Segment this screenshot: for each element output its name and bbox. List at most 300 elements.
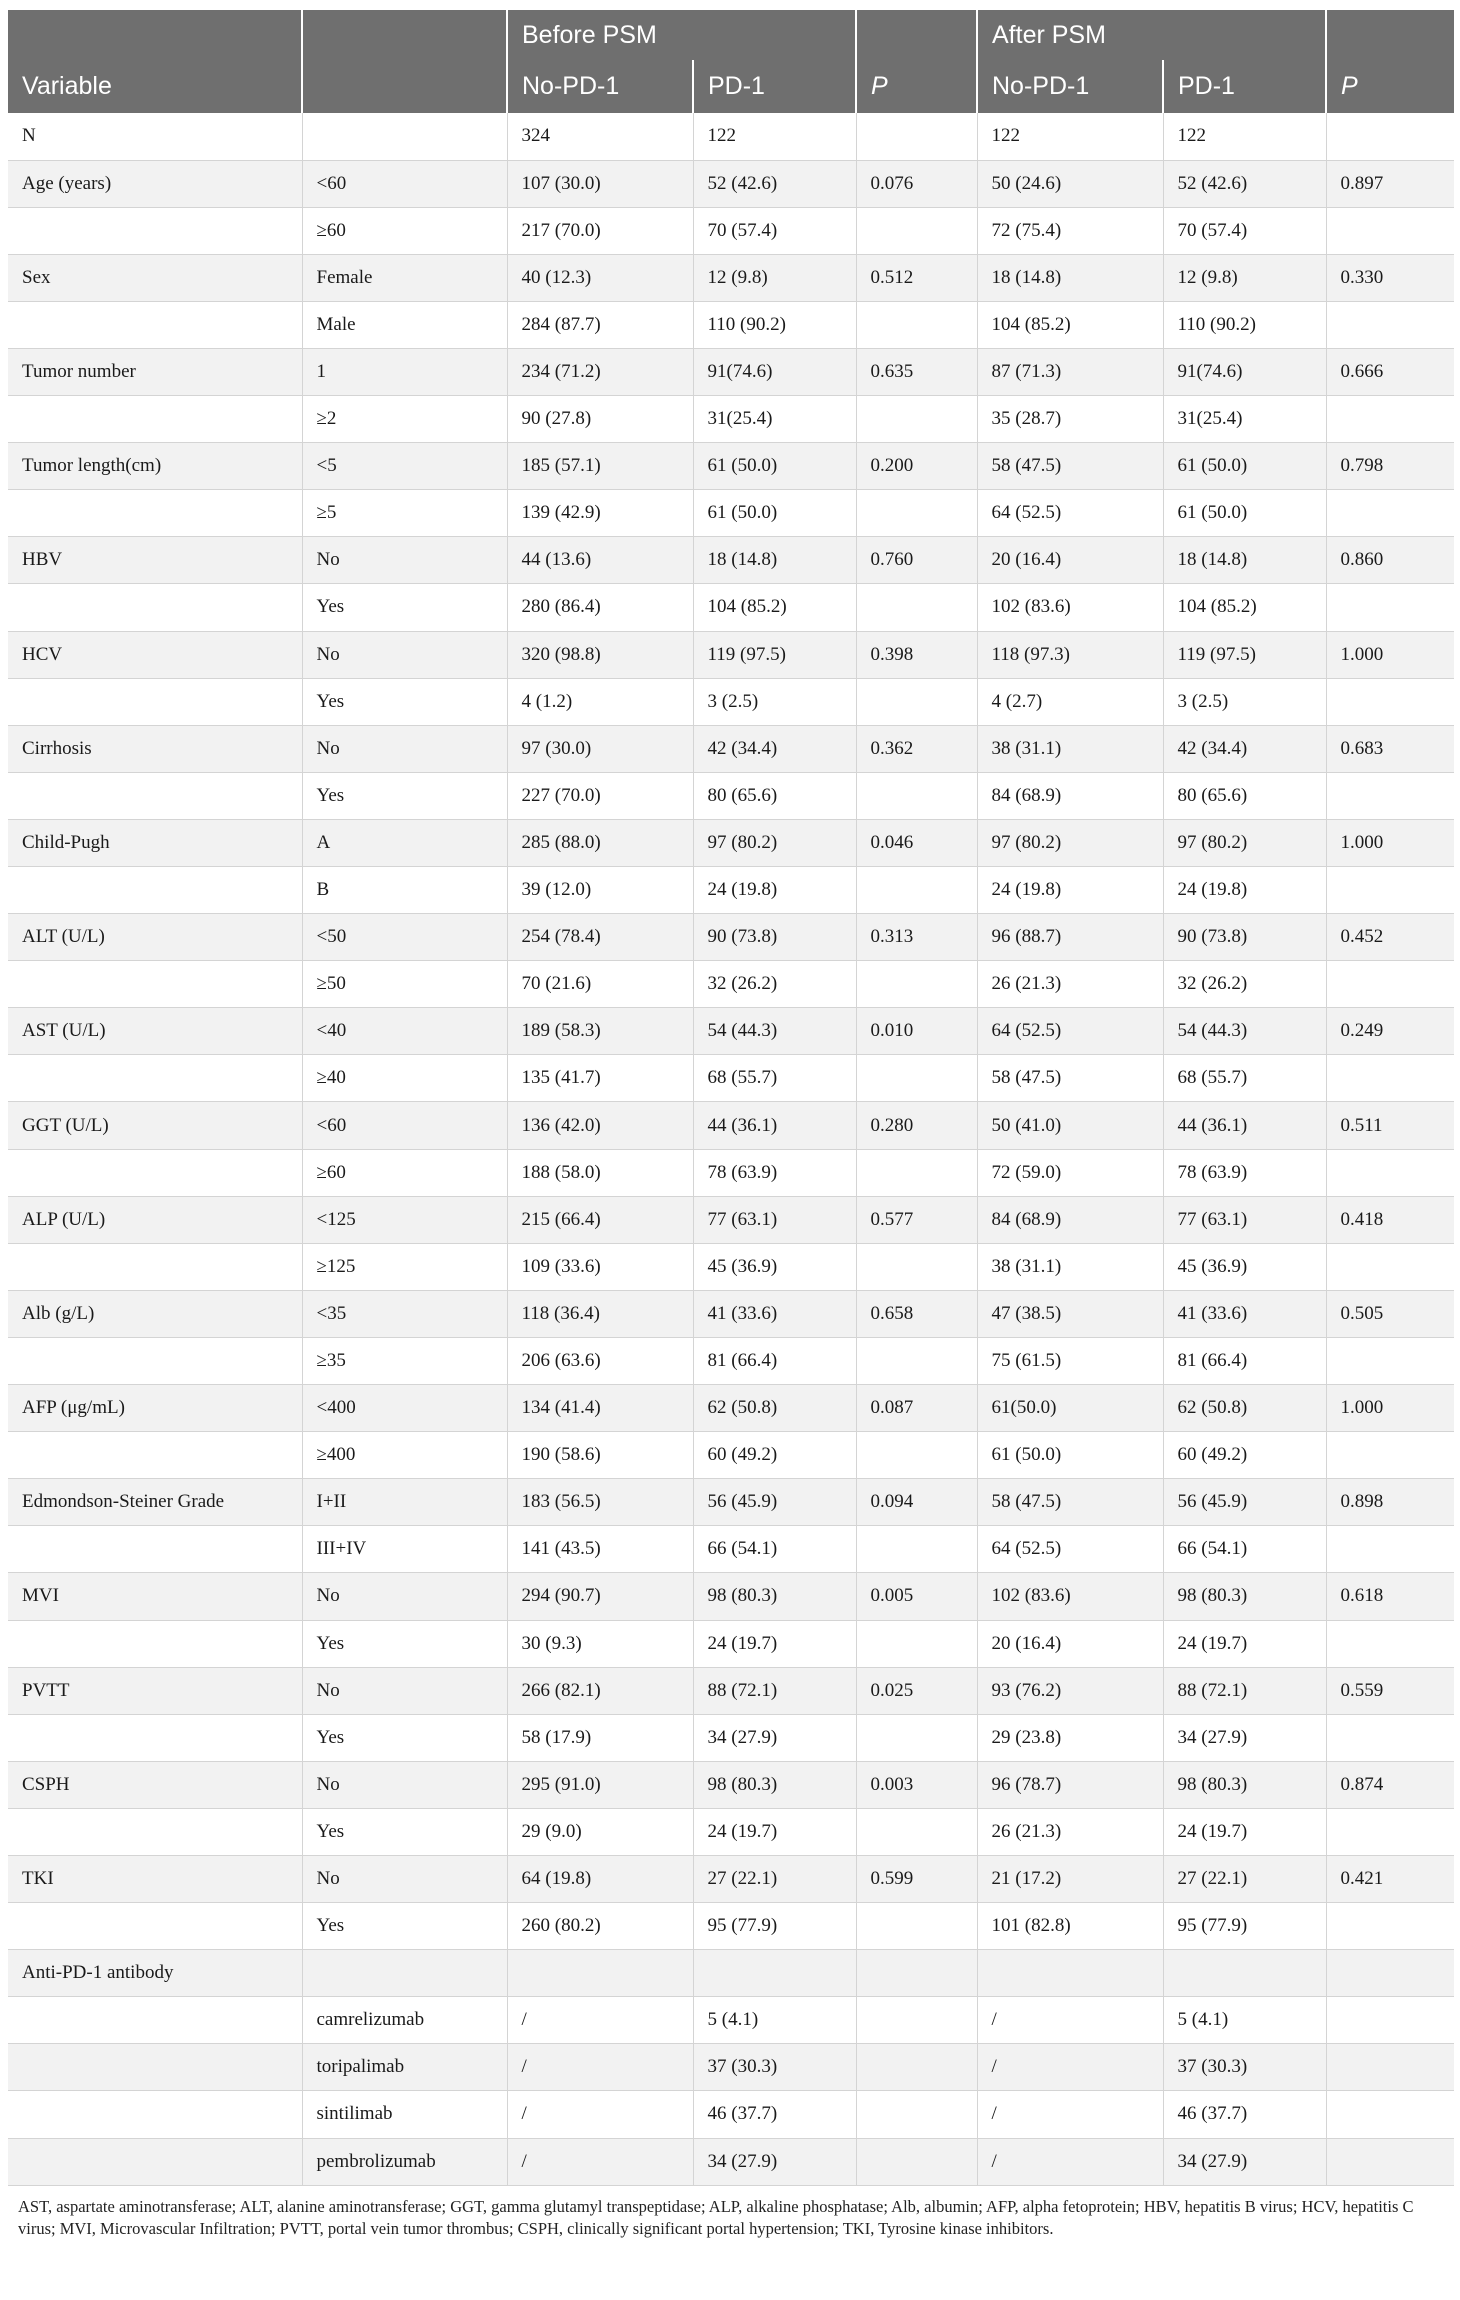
pd1-before-cell: 34 (27.9): [693, 1714, 856, 1761]
no-pd1-after-cell: 102 (83.6): [977, 1573, 1163, 1620]
category-cell: ≥60: [302, 207, 507, 254]
p-before-cell: 0.094: [856, 1479, 977, 1526]
no-pd1-before-cell: 189 (58.3): [507, 1008, 693, 1055]
p-before-cell: [856, 867, 977, 914]
p-before-cell: 0.003: [856, 1761, 977, 1808]
category-cell: <35: [302, 1290, 507, 1337]
p-before-cell: 0.398: [856, 631, 977, 678]
category-cell: Yes: [302, 772, 507, 819]
p-after-cell: [1326, 772, 1454, 819]
p-after-cell: [1326, 2091, 1454, 2138]
no-pd1-before-cell: 135 (41.7): [507, 1055, 693, 1102]
table-row: [8, 301, 1454, 348]
pd1-before-cell: 77 (63.1): [693, 1196, 856, 1243]
table-row: [8, 584, 1454, 631]
no-pd1-after-cell: 21 (17.2): [977, 1855, 1163, 1902]
p-after-cell: [1326, 961, 1454, 1008]
pd1-after-cell: 95 (77.9): [1163, 1903, 1326, 1950]
table-row: [8, 1290, 1454, 1337]
pd1-after-cell: 98 (80.3): [1163, 1573, 1326, 1620]
header-category: [302, 60, 507, 113]
pd1-before-cell: 45 (36.9): [693, 1243, 856, 1290]
p-after-cell: [1326, 396, 1454, 443]
pd1-after-cell: 90 (73.8): [1163, 914, 1326, 961]
variable-cell: [8, 678, 302, 725]
pd1-after-cell: 104 (85.2): [1163, 584, 1326, 631]
category-cell: No: [302, 537, 507, 584]
pd1-after-cell: 70 (57.4): [1163, 207, 1326, 254]
no-pd1-after-cell: 93 (76.2): [977, 1667, 1163, 1714]
table-body: [8, 113, 1454, 2185]
variable-cell: CSPH: [8, 1761, 302, 1808]
pd1-before-cell: 34 (27.9): [693, 2138, 856, 2185]
no-pd1-before-cell: 107 (30.0): [507, 160, 693, 207]
category-cell: [302, 1950, 507, 1997]
category-cell: <5: [302, 443, 507, 490]
p-before-cell: [856, 490, 977, 537]
no-pd1-before-cell: 206 (63.6): [507, 1337, 693, 1384]
p-after-cell: [1326, 1808, 1454, 1855]
pd1-before-cell: 3 (2.5): [693, 678, 856, 725]
no-pd1-after-cell: 24 (19.8): [977, 867, 1163, 914]
no-pd1-after-cell: 87 (71.3): [977, 348, 1163, 395]
p-after-cell: 0.559: [1326, 1667, 1454, 1714]
pd1-after-cell: 110 (90.2): [1163, 301, 1326, 348]
no-pd1-after-cell: 75 (61.5): [977, 1337, 1163, 1384]
no-pd1-after-cell: 58 (47.5): [977, 443, 1163, 490]
no-pd1-before-cell: 254 (78.4): [507, 914, 693, 961]
no-pd1-before-cell: 90 (27.8): [507, 396, 693, 443]
table-container: [8, 10, 1454, 2240]
p-before-cell: 0.010: [856, 1008, 977, 1055]
table-row: [8, 2091, 1454, 2138]
header-p-before: P: [856, 60, 977, 113]
p-before-cell: 0.025: [856, 1667, 977, 1714]
pd1-after-cell: [1163, 1950, 1326, 1997]
no-pd1-before-cell: 324: [507, 113, 693, 160]
p-after-cell: [1326, 490, 1454, 537]
p-after-cell: 0.505: [1326, 1290, 1454, 1337]
no-pd1-before-cell: 44 (13.6): [507, 537, 693, 584]
pd1-before-cell: 24 (19.7): [693, 1620, 856, 1667]
table-row: [8, 1008, 1454, 1055]
pd1-before-cell: 104 (85.2): [693, 584, 856, 631]
p-before-cell: [856, 2044, 977, 2091]
table-row: [8, 1667, 1454, 1714]
pd1-after-cell: 24 (19.7): [1163, 1808, 1326, 1855]
pd1-before-cell: 122: [693, 113, 856, 160]
variable-cell: Sex: [8, 254, 302, 301]
variable-cell: [8, 772, 302, 819]
table-row: [8, 1337, 1454, 1384]
p-after-cell: 0.666: [1326, 348, 1454, 395]
pd1-before-cell: 42 (34.4): [693, 725, 856, 772]
no-pd1-before-cell: 284 (87.7): [507, 301, 693, 348]
no-pd1-after-cell: [977, 1950, 1163, 1997]
pd1-before-cell: 46 (37.7): [693, 2091, 856, 2138]
variable-cell: AST (U/L): [8, 1008, 302, 1055]
table-row: [8, 537, 1454, 584]
p-after-cell: [1326, 1620, 1454, 1667]
no-pd1-before-cell: 295 (91.0): [507, 1761, 693, 1808]
header-group-empty: [1326, 10, 1454, 60]
p-before-cell: 0.362: [856, 725, 977, 772]
variable-cell: [8, 396, 302, 443]
pd1-before-cell: 88 (72.1): [693, 1667, 856, 1714]
table-row: [8, 207, 1454, 254]
pd1-before-cell: 24 (19.8): [693, 867, 856, 914]
no-pd1-before-cell: 40 (12.3): [507, 254, 693, 301]
pd1-after-cell: 5 (4.1): [1163, 1997, 1326, 2044]
baseline-characteristics-table: [8, 10, 1454, 2186]
variable-cell: [8, 2138, 302, 2185]
pd1-after-cell: 32 (26.2): [1163, 961, 1326, 1008]
category-cell: No: [302, 1573, 507, 1620]
no-pd1-after-cell: 58 (47.5): [977, 1055, 1163, 1102]
table-row: [8, 2138, 1454, 2185]
no-pd1-after-cell: 50 (41.0): [977, 1102, 1163, 1149]
category-cell: sintilimab: [302, 2091, 507, 2138]
header-group-row: [8, 10, 1454, 60]
table-row: [8, 1385, 1454, 1432]
pd1-after-cell: 88 (72.1): [1163, 1667, 1326, 1714]
category-cell: A: [302, 819, 507, 866]
table-row: [8, 914, 1454, 961]
variable-cell: [8, 1243, 302, 1290]
table-row: [8, 1055, 1454, 1102]
variable-cell: [8, 207, 302, 254]
pd1-before-cell: 56 (45.9): [693, 1479, 856, 1526]
category-cell: ≥40: [302, 1055, 507, 1102]
pd1-after-cell: 31(25.4): [1163, 396, 1326, 443]
pd1-after-cell: 34 (27.9): [1163, 1714, 1326, 1761]
no-pd1-after-cell: 122: [977, 113, 1163, 160]
no-pd1-after-cell: 64 (52.5): [977, 1526, 1163, 1573]
no-pd1-after-cell: 20 (16.4): [977, 1620, 1163, 1667]
no-pd1-before-cell: 217 (70.0): [507, 207, 693, 254]
header-no-pd1-before: No-PD-1: [507, 60, 693, 113]
p-after-cell: 0.418: [1326, 1196, 1454, 1243]
table-row: [8, 867, 1454, 914]
pd1-after-cell: 24 (19.7): [1163, 1620, 1326, 1667]
p-after-cell: [1326, 2044, 1454, 2091]
p-after-cell: [1326, 1903, 1454, 1950]
table-row: [8, 1855, 1454, 1902]
p-before-cell: [856, 1620, 977, 1667]
no-pd1-after-cell: 38 (31.1): [977, 1243, 1163, 1290]
pd1-before-cell: 90 (73.8): [693, 914, 856, 961]
variable-cell: ALP (U/L): [8, 1196, 302, 1243]
table-row: [8, 396, 1454, 443]
pd1-after-cell: 52 (42.6): [1163, 160, 1326, 207]
header-no-pd1-after: No-PD-1: [977, 60, 1163, 113]
no-pd1-after-cell: 104 (85.2): [977, 301, 1163, 348]
pd1-after-cell: 46 (37.7): [1163, 2091, 1326, 2138]
no-pd1-before-cell: 39 (12.0): [507, 867, 693, 914]
p-after-cell: [1326, 207, 1454, 254]
no-pd1-after-cell: 38 (31.1): [977, 725, 1163, 772]
table-row: [8, 1196, 1454, 1243]
header-group-empty: [302, 10, 507, 60]
pd1-before-cell: 37 (30.3): [693, 2044, 856, 2091]
table-row: [8, 443, 1454, 490]
category-cell: Yes: [302, 1808, 507, 1855]
variable-cell: HBV: [8, 537, 302, 584]
pd1-before-cell: 97 (80.2): [693, 819, 856, 866]
p-before-cell: 0.076: [856, 160, 977, 207]
table-row: [8, 1714, 1454, 1761]
table-row: [8, 1526, 1454, 1573]
pd1-after-cell: 98 (80.3): [1163, 1761, 1326, 1808]
pd1-after-cell: 80 (65.6): [1163, 772, 1326, 819]
p-after-cell: 0.798: [1326, 443, 1454, 490]
variable-cell: Anti-PD-1 antibody: [8, 1950, 302, 1997]
p-after-cell: [1326, 2138, 1454, 2185]
pd1-after-cell: 44 (36.1): [1163, 1102, 1326, 1149]
table-row: [8, 961, 1454, 1008]
pd1-after-cell: 97 (80.2): [1163, 819, 1326, 866]
category-cell: [302, 113, 507, 160]
p-after-cell: [1326, 1337, 1454, 1384]
p-after-cell: 0.860: [1326, 537, 1454, 584]
pd1-before-cell: 66 (54.1): [693, 1526, 856, 1573]
no-pd1-after-cell: 97 (80.2): [977, 819, 1163, 866]
no-pd1-before-cell: 215 (66.4): [507, 1196, 693, 1243]
no-pd1-before-cell: 64 (19.8): [507, 1855, 693, 1902]
no-pd1-after-cell: 18 (14.8): [977, 254, 1163, 301]
header-pd1-before: PD-1: [693, 60, 856, 113]
header-column-row: [8, 60, 1454, 113]
p-before-cell: 0.005: [856, 1573, 977, 1620]
no-pd1-before-cell: 97 (30.0): [507, 725, 693, 772]
no-pd1-before-cell: 185 (57.1): [507, 443, 693, 490]
no-pd1-before-cell: /: [507, 2044, 693, 2091]
p-after-cell: 0.249: [1326, 1008, 1454, 1055]
table-row: [8, 1808, 1454, 1855]
table-row: [8, 725, 1454, 772]
category-cell: Yes: [302, 678, 507, 725]
variable-cell: [8, 584, 302, 631]
table-row: [8, 1620, 1454, 1667]
pd1-before-cell: 24 (19.7): [693, 1808, 856, 1855]
category-cell: ≥60: [302, 1149, 507, 1196]
no-pd1-after-cell: 61 (50.0): [977, 1432, 1163, 1479]
no-pd1-before-cell: 320 (98.8): [507, 631, 693, 678]
variable-cell: Child-Pugh: [8, 819, 302, 866]
pd1-before-cell: 68 (55.7): [693, 1055, 856, 1102]
pd1-before-cell: 80 (65.6): [693, 772, 856, 819]
p-before-cell: 0.577: [856, 1196, 977, 1243]
pd1-before-cell: 27 (22.1): [693, 1855, 856, 1902]
variable-cell: [8, 961, 302, 1008]
category-cell: <50: [302, 914, 507, 961]
variable-cell: [8, 1432, 302, 1479]
no-pd1-before-cell: 190 (58.6): [507, 1432, 693, 1479]
p-after-cell: 0.452: [1326, 914, 1454, 961]
no-pd1-after-cell: /: [977, 2138, 1163, 2185]
pd1-after-cell: 18 (14.8): [1163, 537, 1326, 584]
p-after-cell: [1326, 301, 1454, 348]
table-row: [8, 160, 1454, 207]
no-pd1-after-cell: 47 (38.5): [977, 1290, 1163, 1337]
no-pd1-before-cell: /: [507, 2091, 693, 2138]
category-cell: I+II: [302, 1479, 507, 1526]
category-cell: III+IV: [302, 1526, 507, 1573]
p-before-cell: [856, 396, 977, 443]
pd1-after-cell: 24 (19.8): [1163, 867, 1326, 914]
p-before-cell: 0.200: [856, 443, 977, 490]
p-after-cell: 0.898: [1326, 1479, 1454, 1526]
p-before-cell: [856, 1337, 977, 1384]
no-pd1-after-cell: 72 (59.0): [977, 1149, 1163, 1196]
pd1-after-cell: 42 (34.4): [1163, 725, 1326, 772]
category-cell: <60: [302, 160, 507, 207]
p-before-cell: [856, 584, 977, 631]
p-before-cell: [856, 1149, 977, 1196]
pd1-after-cell: 3 (2.5): [1163, 678, 1326, 725]
variable-cell: N: [8, 113, 302, 160]
p-after-cell: 0.897: [1326, 160, 1454, 207]
pd1-after-cell: 60 (49.2): [1163, 1432, 1326, 1479]
no-pd1-after-cell: /: [977, 2091, 1163, 2138]
variable-cell: [8, 867, 302, 914]
pd1-after-cell: 27 (22.1): [1163, 1855, 1326, 1902]
pd1-after-cell: 45 (36.9): [1163, 1243, 1326, 1290]
pd1-after-cell: 66 (54.1): [1163, 1526, 1326, 1573]
pd1-after-cell: 34 (27.9): [1163, 2138, 1326, 2185]
p-after-cell: 1.000: [1326, 1385, 1454, 1432]
p-after-cell: 0.511: [1326, 1102, 1454, 1149]
no-pd1-before-cell: 285 (88.0): [507, 819, 693, 866]
no-pd1-after-cell: 101 (82.8): [977, 1903, 1163, 1950]
table-row: [8, 254, 1454, 301]
no-pd1-after-cell: 72 (75.4): [977, 207, 1163, 254]
pd1-before-cell: 110 (90.2): [693, 301, 856, 348]
category-cell: toripalimab: [302, 2044, 507, 2091]
pd1-after-cell: 12 (9.8): [1163, 254, 1326, 301]
pd1-before-cell: 60 (49.2): [693, 1432, 856, 1479]
category-cell: ≥5: [302, 490, 507, 537]
table-row: [8, 1149, 1454, 1196]
table-row: [8, 1997, 1454, 2044]
pd1-after-cell: 54 (44.3): [1163, 1008, 1326, 1055]
pd1-before-cell: 78 (63.9): [693, 1149, 856, 1196]
no-pd1-before-cell: 260 (80.2): [507, 1903, 693, 1950]
p-before-cell: [856, 1950, 977, 1997]
table-row: [8, 678, 1454, 725]
no-pd1-after-cell: 26 (21.3): [977, 961, 1163, 1008]
category-cell: <400: [302, 1385, 507, 1432]
pd1-before-cell: 61 (50.0): [693, 490, 856, 537]
table-row: [8, 348, 1454, 395]
category-cell: <60: [302, 1102, 507, 1149]
no-pd1-after-cell: 20 (16.4): [977, 537, 1163, 584]
p-before-cell: [856, 1526, 977, 1573]
p-after-cell: 0.683: [1326, 725, 1454, 772]
p-before-cell: 0.658: [856, 1290, 977, 1337]
pd1-after-cell: 37 (30.3): [1163, 2044, 1326, 2091]
pd1-before-cell: 54 (44.3): [693, 1008, 856, 1055]
p-before-cell: 0.046: [856, 819, 977, 866]
p-after-cell: [1326, 1055, 1454, 1102]
pd1-after-cell: 78 (63.9): [1163, 1149, 1326, 1196]
p-before-cell: 0.760: [856, 537, 977, 584]
pd1-before-cell: 12 (9.8): [693, 254, 856, 301]
table-footnote: AST, aspartate aminotransferase; ALT, alanine aminotransferase; GGT, gamma glutamyl transpeptidase; ALP, alkaline phosphatase; Alb, albumin; AFP, alpha fetoprotein; HBV, hepatitis B virus; HCV, hepatitis C virus; MVI, Microvascular Infiltration; PVTT, portal vein tumor thrombus; CSPH, clinically significant portal hypertension; TKI, Tyrosine kinase inhibitors.: [18, 2196, 1414, 2238]
p-after-cell: 0.421: [1326, 1855, 1454, 1902]
pd1-before-cell: 41 (33.6): [693, 1290, 856, 1337]
p-before-cell: [856, 1808, 977, 1855]
p-after-cell: [1326, 1997, 1454, 2044]
category-cell: No: [302, 725, 507, 772]
p-before-cell: [856, 2138, 977, 2185]
no-pd1-after-cell: 64 (52.5): [977, 1008, 1163, 1055]
pd1-before-cell: 52 (42.6): [693, 160, 856, 207]
category-cell: ≥50: [302, 961, 507, 1008]
no-pd1-before-cell: 70 (21.6): [507, 961, 693, 1008]
header-group-after-psm: After PSM: [977, 10, 1326, 60]
pd1-after-cell: 61 (50.0): [1163, 490, 1326, 537]
p-after-cell: [1326, 678, 1454, 725]
no-pd1-after-cell: 96 (88.7): [977, 914, 1163, 961]
category-cell: Yes: [302, 1620, 507, 1667]
variable-cell: PVTT: [8, 1667, 302, 1714]
pd1-before-cell: 5 (4.1): [693, 1997, 856, 2044]
p-before-cell: [856, 207, 977, 254]
no-pd1-after-cell: 96 (78.7): [977, 1761, 1163, 1808]
category-cell: <40: [302, 1008, 507, 1055]
pd1-before-cell: 95 (77.9): [693, 1903, 856, 1950]
p-before-cell: [856, 772, 977, 819]
variable-cell: Tumor number: [8, 348, 302, 395]
variable-cell: [8, 2044, 302, 2091]
p-after-cell: [1326, 867, 1454, 914]
pd1-before-cell: 70 (57.4): [693, 207, 856, 254]
p-after-cell: [1326, 1149, 1454, 1196]
p-before-cell: [856, 1997, 977, 2044]
variable-cell: [8, 1337, 302, 1384]
p-before-cell: [856, 2091, 977, 2138]
no-pd1-after-cell: 118 (97.3): [977, 631, 1163, 678]
variable-cell: [8, 1714, 302, 1761]
header-pd1-after: PD-1: [1163, 60, 1326, 113]
p-before-cell: 0.087: [856, 1385, 977, 1432]
pd1-before-cell: 61 (50.0): [693, 443, 856, 490]
pd1-after-cell: 119 (97.5): [1163, 631, 1326, 678]
header-p-after: P: [1326, 60, 1454, 113]
p-after-cell: [1326, 1714, 1454, 1761]
header-group-empty: [8, 10, 302, 60]
no-pd1-before-cell: 188 (58.0): [507, 1149, 693, 1196]
p-before-cell: [856, 1714, 977, 1761]
category-cell: Yes: [302, 1903, 507, 1950]
no-pd1-before-cell: 141 (43.5): [507, 1526, 693, 1573]
category-cell: No: [302, 631, 507, 678]
category-cell: No: [302, 1761, 507, 1808]
pd1-after-cell: 62 (50.8): [1163, 1385, 1326, 1432]
variable-cell: [8, 2091, 302, 2138]
p-after-cell: [1326, 113, 1454, 160]
pd1-before-cell: 62 (50.8): [693, 1385, 856, 1432]
table-row: [8, 1903, 1454, 1950]
p-before-cell: [856, 1903, 977, 1950]
table-row: [8, 772, 1454, 819]
variable-cell: [8, 1526, 302, 1573]
variable-cell: MVI: [8, 1573, 302, 1620]
table-row: [8, 819, 1454, 866]
no-pd1-before-cell: 139 (42.9): [507, 490, 693, 537]
no-pd1-before-cell: 136 (42.0): [507, 1102, 693, 1149]
